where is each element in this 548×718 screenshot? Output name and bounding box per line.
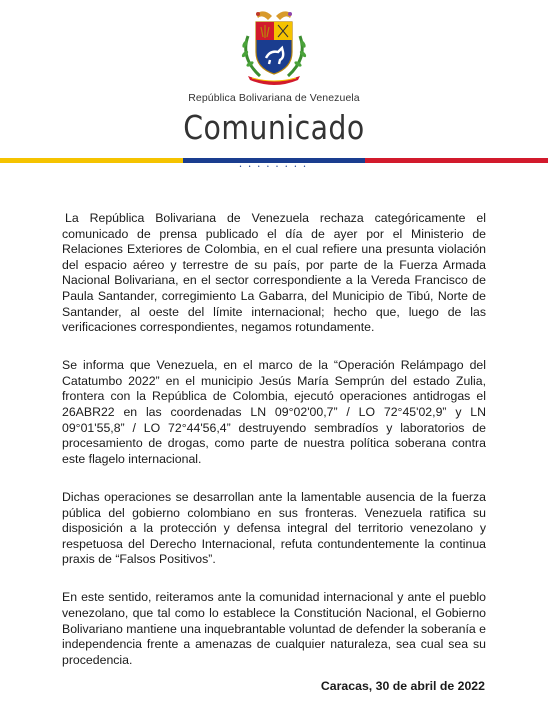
communique-body: [62, 211, 486, 691]
paragraph-absence: Dichas operaciones se desarrollan ante la lamentable ausencia de la fuerza pública del gobierno colombiano en sus fronteras. Venezuela ratifica su disposición a la protección y defensa integral del territorio venezolano y respetuosa del Derecho Internacional, refuta contundentemente la continua praxis de “Falsos Positivos”.: [62, 489, 486, 567]
flag-blue-band: [183, 158, 366, 163]
venezuela-coat-of-arms-icon: [234, 6, 314, 86]
paragraph-sovereignty: En este sentido, reiteramos ante la comunidad internacional y ante el pueblo venezolano, que tal como lo establece la Constitución Nacional, el Gobierno Bolivariano mantiene una inquebrantable voluntad de defender la soberanía e independencia frente a amenazas de cualquier naturaleza, sea cual sea su procedencia.: [62, 590, 486, 667]
flag-red-band: [365, 158, 548, 163]
page-title: Comunicado: [183, 108, 365, 147]
flag-yellow-band: [0, 158, 183, 163]
place-date-signature: Caracas, 30 de abril de 2022: [320, 679, 485, 693]
republic-name: República Bolivariana de Venezuela: [188, 92, 360, 104]
paragraph-rejection: La República Bolivariana de Venezuela rechaza categóricamente el comunicado de prensa publicado el día de ayer por el Ministerio de Relaciones Exteriores de Colombia, en el cual refiere una presunta violación del espacio aéreo y terrestre de su país, por parte de la Fuerza Armada Nacional Bolivariana, en el sector correspondiente a la Vereda Francisco de Paula Santander, corregimiento La Gabarra, del Municipio de Tibú, Norte de Santander, al oeste del límite internacional; hecho que, luego de las verificaciones correspondientes, negamos rotundamente.: [62, 211, 486, 335]
flag-stars: • • • • • • • •: [239, 164, 309, 170]
paragraph-operation: Se informa que Venezuela, en el marco de la “Operación Relámpago del Catatumbo 2022” en el municipio Jesús María Semprún del estado Zulia, frontera con la República de Colombia, ejecutó operaciones antidrogas el 26ABR22 en las coordenadas LN 09°02'00,7” / LO 72°45'02,9” y LN 09°01'55,8” / LO 72°44'56,4” destruyendo sembradíos y laboratorios de procesamiento de drogas, como parte de nuestra política soberana contra este flagelo internacional.: [62, 358, 486, 466]
flag-stripe: [0, 158, 548, 163]
